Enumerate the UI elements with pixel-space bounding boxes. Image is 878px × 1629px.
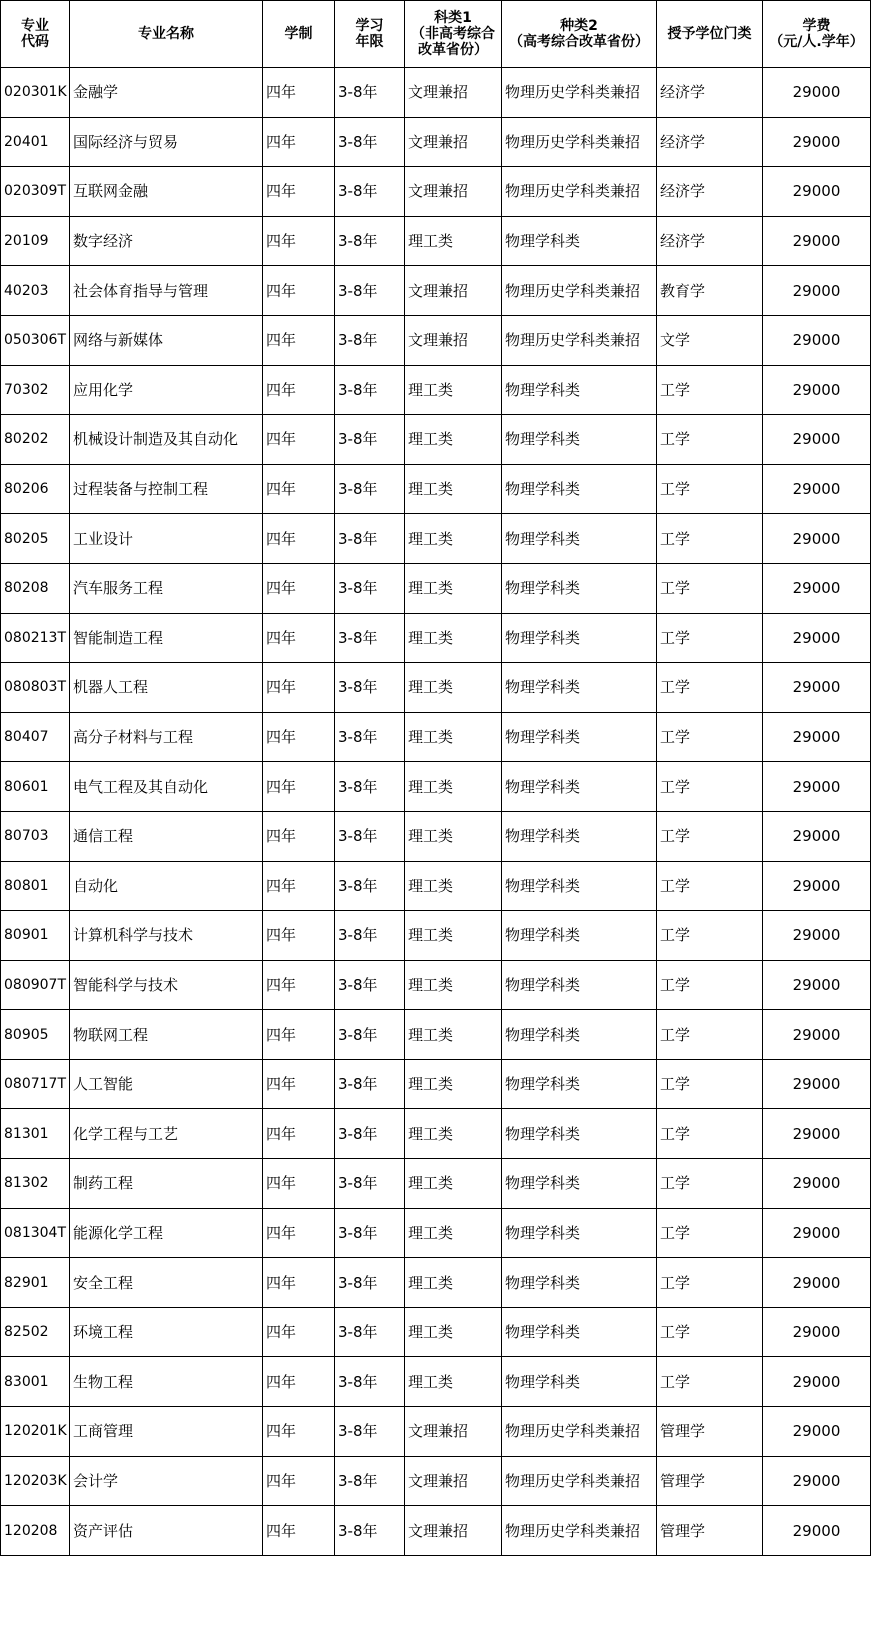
cell-tuition: 29000 [763, 415, 871, 465]
cell-category-2: 物理学科类 [502, 811, 657, 861]
cell-duration: 四年 [263, 1357, 335, 1407]
cell-major-code: 080803T [1, 663, 70, 713]
cell-category-1: 理工类 [405, 960, 502, 1010]
cell-major-code: 40203 [1, 266, 70, 316]
cell-category-1: 理工类 [405, 514, 502, 564]
cell-duration: 四年 [263, 1258, 335, 1308]
cell-category-1: 理工类 [405, 1059, 502, 1109]
cell-degree-type: 工学 [657, 1010, 763, 1060]
cell-duration: 四年 [263, 1010, 335, 1060]
table-row [1, 365, 871, 415]
cell-duration: 四年 [263, 1506, 335, 1556]
cell-tuition: 29000 [763, 315, 871, 365]
cell-degree-type: 经济学 [657, 68, 763, 118]
cell-major-code: 081304T [1, 1208, 70, 1258]
cell-study-years: 3-8年 [335, 1506, 405, 1556]
cell-tuition: 29000 [763, 563, 871, 613]
cell-study-years: 3-8年 [335, 613, 405, 663]
cell-major-name: 物联网工程 [70, 1010, 263, 1060]
cell-duration: 四年 [263, 514, 335, 564]
cell-major-code: 70302 [1, 365, 70, 415]
header-major-name: 专业名称 [70, 1, 263, 68]
cell-category-2: 物理历史学科类兼招 [502, 315, 657, 365]
cell-degree-type: 工学 [657, 1208, 763, 1258]
cell-category-1: 文理兼招 [405, 266, 502, 316]
cell-category-1: 理工类 [405, 911, 502, 961]
cell-study-years: 3-8年 [335, 514, 405, 564]
cell-major-code: 80206 [1, 464, 70, 514]
cell-tuition: 29000 [763, 464, 871, 514]
cell-degree-type: 管理学 [657, 1506, 763, 1556]
cell-major-name: 人工智能 [70, 1059, 263, 1109]
cell-study-years: 3-8年 [335, 563, 405, 613]
cell-duration: 四年 [263, 365, 335, 415]
cell-major-code: 80407 [1, 712, 70, 762]
cell-major-code: 050306T [1, 315, 70, 365]
cell-tuition: 29000 [763, 663, 871, 713]
cell-tuition: 29000 [763, 1059, 871, 1109]
cell-major-name: 社会体育指导与管理 [70, 266, 263, 316]
cell-tuition: 29000 [763, 613, 871, 663]
cell-major-name: 网络与新媒体 [70, 315, 263, 365]
cell-major-code: 80601 [1, 762, 70, 812]
cell-tuition: 29000 [763, 1506, 871, 1556]
cell-degree-type: 工学 [657, 1109, 763, 1159]
table-row [1, 911, 871, 961]
cell-degree-type: 工学 [657, 663, 763, 713]
cell-study-years: 3-8年 [335, 1059, 405, 1109]
header-category-2: 种类2 （高考综合改革省份） [502, 1, 657, 68]
cell-study-years: 3-8年 [335, 1109, 405, 1159]
cell-tuition: 29000 [763, 266, 871, 316]
cell-duration: 四年 [263, 1307, 335, 1357]
cell-major-code: 80205 [1, 514, 70, 564]
cell-duration: 四年 [263, 68, 335, 118]
cell-major-code: 020301K [1, 68, 70, 118]
cell-major-code: 81302 [1, 1159, 70, 1209]
cell-major-name: 电气工程及其自动化 [70, 762, 263, 812]
cell-degree-type: 工学 [657, 762, 763, 812]
cell-degree-type: 工学 [657, 1159, 763, 1209]
cell-category-1: 理工类 [405, 365, 502, 415]
cell-degree-type: 工学 [657, 1059, 763, 1109]
cell-major-code: 120208 [1, 1506, 70, 1556]
table-row [1, 415, 871, 465]
table-row [1, 1407, 871, 1457]
cell-category-1: 理工类 [405, 216, 502, 266]
cell-tuition: 29000 [763, 167, 871, 217]
cell-duration: 四年 [263, 1208, 335, 1258]
cell-duration: 四年 [263, 266, 335, 316]
cell-major-name: 国际经济与贸易 [70, 117, 263, 167]
cell-category-1: 理工类 [405, 1010, 502, 1060]
cell-major-code: 82502 [1, 1307, 70, 1357]
cell-major-name: 机械设计制造及其自动化 [70, 415, 263, 465]
cell-category-2: 物理历史学科类兼招 [502, 167, 657, 217]
table-row [1, 1208, 871, 1258]
table-row [1, 1307, 871, 1357]
cell-degree-type: 工学 [657, 811, 763, 861]
cell-study-years: 3-8年 [335, 117, 405, 167]
cell-study-years: 3-8年 [335, 1407, 405, 1457]
cell-major-code: 83001 [1, 1357, 70, 1407]
table-row [1, 1159, 871, 1209]
cell-degree-type: 经济学 [657, 216, 763, 266]
cell-duration: 四年 [263, 563, 335, 613]
cell-major-name: 智能制造工程 [70, 613, 263, 663]
cell-tuition: 29000 [763, 861, 871, 911]
cell-category-2: 物理学科类 [502, 1357, 657, 1407]
cell-tuition: 29000 [763, 1159, 871, 1209]
cell-tuition: 29000 [763, 762, 871, 812]
cell-duration: 四年 [263, 216, 335, 266]
cell-major-code: 080213T [1, 613, 70, 663]
cell-duration: 四年 [263, 960, 335, 1010]
table-row [1, 1357, 871, 1407]
cell-category-1: 文理兼招 [405, 315, 502, 365]
cell-major-name: 互联网金融 [70, 167, 263, 217]
cell-major-code: 120201K [1, 1407, 70, 1457]
cell-duration: 四年 [263, 1109, 335, 1159]
cell-degree-type: 管理学 [657, 1407, 763, 1457]
table-row [1, 1456, 871, 1506]
cell-major-name: 智能科学与技术 [70, 960, 263, 1010]
cell-category-1: 理工类 [405, 861, 502, 911]
table-row [1, 1258, 871, 1308]
cell-major-code: 020309T [1, 167, 70, 217]
cell-tuition: 29000 [763, 712, 871, 762]
cell-major-name: 化学工程与工艺 [70, 1109, 263, 1159]
cell-tuition: 29000 [763, 216, 871, 266]
cell-degree-type: 管理学 [657, 1456, 763, 1506]
cell-degree-type: 工学 [657, 563, 763, 613]
cell-category-2: 物理学科类 [502, 911, 657, 961]
cell-category-1: 理工类 [405, 762, 502, 812]
cell-category-2: 物理历史学科类兼招 [502, 266, 657, 316]
header-study-years: 学习 年限 [335, 1, 405, 68]
cell-duration: 四年 [263, 861, 335, 911]
cell-study-years: 3-8年 [335, 712, 405, 762]
cell-major-code: 80703 [1, 811, 70, 861]
cell-major-code: 82901 [1, 1258, 70, 1308]
table-row [1, 762, 871, 812]
cell-duration: 四年 [263, 811, 335, 861]
cell-category-2: 物理学科类 [502, 613, 657, 663]
cell-major-code: 80202 [1, 415, 70, 465]
cell-category-2: 物理历史学科类兼招 [502, 117, 657, 167]
table-row [1, 663, 871, 713]
table-row [1, 266, 871, 316]
cell-study-years: 3-8年 [335, 167, 405, 217]
cell-major-name: 安全工程 [70, 1258, 263, 1308]
cell-category-2: 物理学科类 [502, 1010, 657, 1060]
cell-degree-type: 经济学 [657, 167, 763, 217]
cell-duration: 四年 [263, 1407, 335, 1457]
cell-major-code: 20401 [1, 117, 70, 167]
cell-major-name: 计算机科学与技术 [70, 911, 263, 961]
cell-major-name: 自动化 [70, 861, 263, 911]
table-row [1, 1109, 871, 1159]
cell-tuition: 29000 [763, 811, 871, 861]
cell-major-name: 通信工程 [70, 811, 263, 861]
header-row [1, 1, 871, 68]
cell-tuition: 29000 [763, 1258, 871, 1308]
table-row [1, 960, 871, 1010]
cell-category-1: 文理兼招 [405, 1456, 502, 1506]
cell-category-2: 物理历史学科类兼招 [502, 68, 657, 118]
table-row [1, 563, 871, 613]
cell-study-years: 3-8年 [335, 811, 405, 861]
cell-major-code: 80208 [1, 563, 70, 613]
cell-duration: 四年 [263, 762, 335, 812]
header-duration: 学制 [263, 1, 335, 68]
table-row [1, 861, 871, 911]
cell-study-years: 3-8年 [335, 1258, 405, 1308]
cell-major-name: 高分子材料与工程 [70, 712, 263, 762]
cell-tuition: 29000 [763, 365, 871, 415]
cell-study-years: 3-8年 [335, 315, 405, 365]
cell-major-name: 应用化学 [70, 365, 263, 415]
cell-major-code: 120203K [1, 1456, 70, 1506]
cell-category-1: 理工类 [405, 663, 502, 713]
cell-category-2: 物理学科类 [502, 514, 657, 564]
cell-tuition: 29000 [763, 514, 871, 564]
cell-degree-type: 工学 [657, 960, 763, 1010]
cell-category-2: 物理学科类 [502, 663, 657, 713]
cell-duration: 四年 [263, 663, 335, 713]
cell-category-2: 物理学科类 [502, 563, 657, 613]
cell-degree-type: 工学 [657, 712, 763, 762]
cell-major-name: 工商管理 [70, 1407, 263, 1457]
header-major-code: 专业 代码 [1, 1, 70, 68]
cell-category-1: 理工类 [405, 415, 502, 465]
cell-category-2: 物理学科类 [502, 1159, 657, 1209]
cell-category-2: 物理学科类 [502, 1109, 657, 1159]
cell-major-name: 数字经济 [70, 216, 263, 266]
cell-study-years: 3-8年 [335, 663, 405, 713]
cell-category-2: 物理学科类 [502, 464, 657, 514]
cell-category-2: 物理学科类 [502, 1059, 657, 1109]
cell-tuition: 29000 [763, 1407, 871, 1457]
table-row [1, 167, 871, 217]
table-row [1, 613, 871, 663]
cell-category-1: 理工类 [405, 1208, 502, 1258]
cell-tuition: 29000 [763, 1357, 871, 1407]
cell-duration: 四年 [263, 415, 335, 465]
cell-degree-type: 工学 [657, 1357, 763, 1407]
cell-study-years: 3-8年 [335, 1357, 405, 1407]
cell-major-name: 机器人工程 [70, 663, 263, 713]
cell-tuition: 29000 [763, 1109, 871, 1159]
cell-duration: 四年 [263, 1159, 335, 1209]
cell-category-2: 物理历史学科类兼招 [502, 1506, 657, 1556]
cell-major-name: 生物工程 [70, 1357, 263, 1407]
cell-study-years: 3-8年 [335, 861, 405, 911]
cell-category-2: 物理历史学科类兼招 [502, 1456, 657, 1506]
cell-degree-type: 教育学 [657, 266, 763, 316]
cell-study-years: 3-8年 [335, 1010, 405, 1060]
table-row [1, 216, 871, 266]
cell-major-code: 81301 [1, 1109, 70, 1159]
cell-category-2: 物理学科类 [502, 1208, 657, 1258]
cell-tuition: 29000 [763, 1208, 871, 1258]
cell-major-code: 80905 [1, 1010, 70, 1060]
cell-major-code: 080907T [1, 960, 70, 1010]
cell-major-name: 会计学 [70, 1456, 263, 1506]
cell-category-1: 理工类 [405, 712, 502, 762]
cell-study-years: 3-8年 [335, 68, 405, 118]
cell-study-years: 3-8年 [335, 365, 405, 415]
cell-major-name: 金融学 [70, 68, 263, 118]
cell-major-name: 资产评估 [70, 1506, 263, 1556]
header-degree-type: 授予学位门类 [657, 1, 763, 68]
cell-major-name: 工业设计 [70, 514, 263, 564]
cell-study-years: 3-8年 [335, 1456, 405, 1506]
cell-category-1: 文理兼招 [405, 1407, 502, 1457]
cell-duration: 四年 [263, 315, 335, 365]
cell-major-code: 80801 [1, 861, 70, 911]
cell-duration: 四年 [263, 712, 335, 762]
cell-category-2: 物理学科类 [502, 1258, 657, 1308]
cell-duration: 四年 [263, 464, 335, 514]
cell-duration: 四年 [263, 1456, 335, 1506]
cell-major-name: 能源化学工程 [70, 1208, 263, 1258]
cell-degree-type: 工学 [657, 911, 763, 961]
cell-degree-type: 文学 [657, 315, 763, 365]
cell-tuition: 29000 [763, 1456, 871, 1506]
cell-study-years: 3-8年 [335, 1307, 405, 1357]
cell-degree-type: 工学 [657, 415, 763, 465]
header-tuition: 学费 （元/人.学年） [763, 1, 871, 68]
cell-major-code: 80901 [1, 911, 70, 961]
cell-duration: 四年 [263, 1059, 335, 1109]
cell-study-years: 3-8年 [335, 216, 405, 266]
table-row [1, 712, 871, 762]
table-row [1, 811, 871, 861]
cell-category-1: 文理兼招 [405, 167, 502, 217]
table-body [1, 68, 871, 1556]
cell-category-1: 理工类 [405, 811, 502, 861]
cell-study-years: 3-8年 [335, 762, 405, 812]
cell-category-2: 物理学科类 [502, 1307, 657, 1357]
cell-study-years: 3-8年 [335, 464, 405, 514]
cell-degree-type: 工学 [657, 514, 763, 564]
cell-category-2: 物理学科类 [502, 762, 657, 812]
table-row [1, 315, 871, 365]
cell-duration: 四年 [263, 911, 335, 961]
cell-study-years: 3-8年 [335, 415, 405, 465]
cell-category-2: 物理学科类 [502, 861, 657, 911]
table-row [1, 1010, 871, 1060]
cell-degree-type: 工学 [657, 464, 763, 514]
cell-study-years: 3-8年 [335, 266, 405, 316]
cell-major-name: 汽车服务工程 [70, 563, 263, 613]
cell-degree-type: 工学 [657, 365, 763, 415]
cell-study-years: 3-8年 [335, 911, 405, 961]
cell-degree-type: 经济学 [657, 117, 763, 167]
cell-major-name: 环境工程 [70, 1307, 263, 1357]
cell-major-code: 20109 [1, 216, 70, 266]
cell-category-1: 理工类 [405, 1159, 502, 1209]
cell-category-2: 物理学科类 [502, 712, 657, 762]
table-row [1, 1059, 871, 1109]
cell-category-1: 理工类 [405, 464, 502, 514]
cell-study-years: 3-8年 [335, 1208, 405, 1258]
cell-major-name: 过程装备与控制工程 [70, 464, 263, 514]
cell-tuition: 29000 [763, 1307, 871, 1357]
table-row [1, 68, 871, 118]
cell-duration: 四年 [263, 117, 335, 167]
cell-tuition: 29000 [763, 1010, 871, 1060]
table-row [1, 514, 871, 564]
cell-category-2: 物理学科类 [502, 960, 657, 1010]
cell-degree-type: 工学 [657, 613, 763, 663]
cell-category-1: 理工类 [405, 613, 502, 663]
cell-major-code: 080717T [1, 1059, 70, 1109]
cell-category-1: 文理兼招 [405, 68, 502, 118]
cell-category-1: 理工类 [405, 1357, 502, 1407]
cell-tuition: 29000 [763, 960, 871, 1010]
cell-degree-type: 工学 [657, 861, 763, 911]
cell-study-years: 3-8年 [335, 1159, 405, 1209]
cell-category-1: 理工类 [405, 563, 502, 613]
cell-degree-type: 工学 [657, 1258, 763, 1308]
cell-category-2: 物理学科类 [502, 365, 657, 415]
cell-category-2: 物理学科类 [502, 216, 657, 266]
cell-duration: 四年 [263, 167, 335, 217]
cell-category-1: 理工类 [405, 1258, 502, 1308]
cell-category-2: 物理历史学科类兼招 [502, 1407, 657, 1457]
cell-category-2: 物理学科类 [502, 415, 657, 465]
table-row [1, 464, 871, 514]
cell-tuition: 29000 [763, 911, 871, 961]
cell-tuition: 29000 [763, 117, 871, 167]
cell-study-years: 3-8年 [335, 960, 405, 1010]
cell-category-1: 理工类 [405, 1109, 502, 1159]
cell-tuition: 29000 [763, 68, 871, 118]
table-row [1, 1506, 871, 1556]
cell-category-1: 文理兼招 [405, 117, 502, 167]
cell-category-1: 文理兼招 [405, 1506, 502, 1556]
header-category-1: 科类1 （非高考综合 改革省份） [405, 1, 502, 68]
cell-degree-type: 工学 [657, 1307, 763, 1357]
table-row [1, 117, 871, 167]
cell-duration: 四年 [263, 613, 335, 663]
cell-major-name: 制药工程 [70, 1159, 263, 1209]
cell-category-1: 理工类 [405, 1307, 502, 1357]
